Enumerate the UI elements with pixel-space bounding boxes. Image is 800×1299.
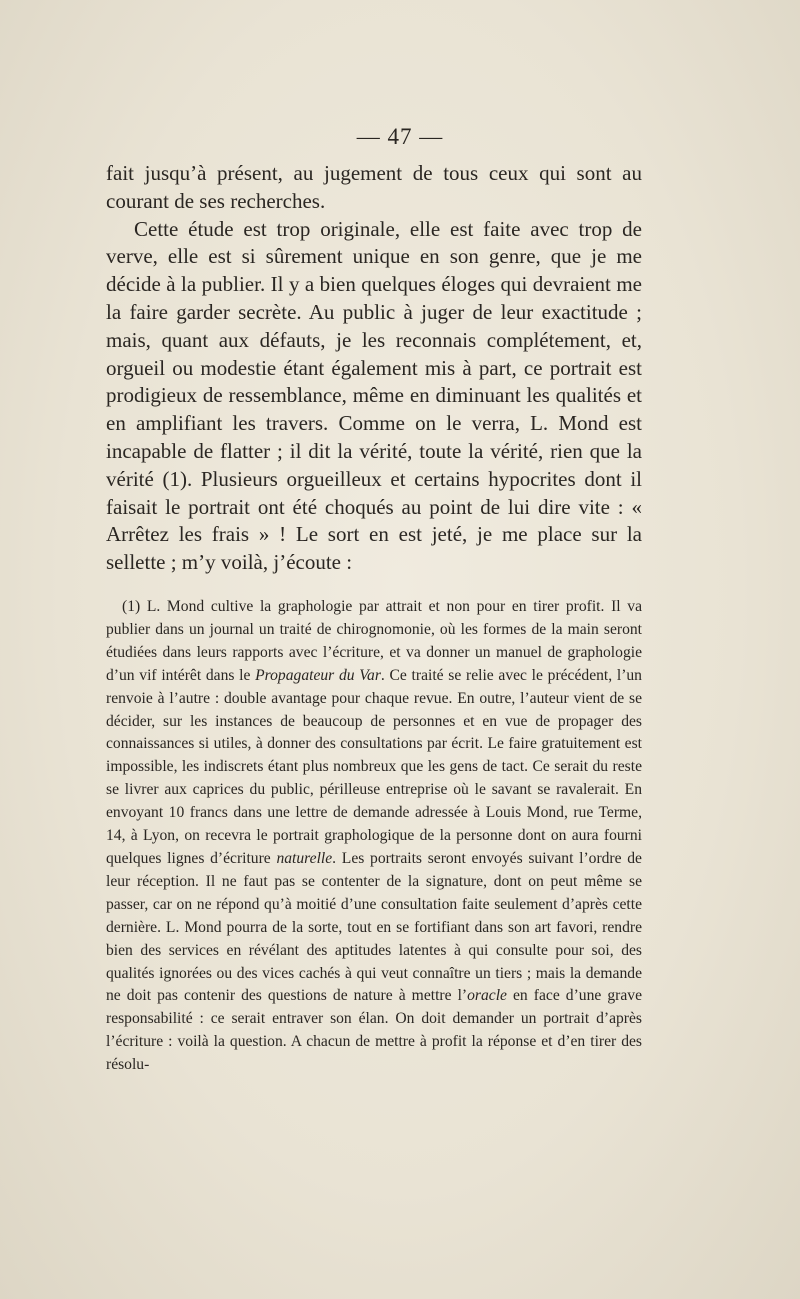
footnote-italic-naturelle: naturelle bbox=[276, 849, 333, 867]
footnote-text-2: . Ce traité se relie avec le précédent, l’un renvoie à l’autre : double avantage pour chaque revue. En outre, l’auteur vient de se décider, sur les instances de beaucoup de personnes et en vue de propager des connaissances si utiles, à donner des consultations par écrit. Le faire gratuitement est impossible, les indiscrets étant plus nombreux que les gens de tact. Ce serait du reste se livrer aux caprices du public, périlleuse entreprise où le savant se ravalerait. En envoyant 10 francs dans une lettre de demande adressée à Louis Mond, rue Terme, 14, à Lyon, on recevra le portrait graphologique de la personne dont on aura fourni quelques lignes d’écriture bbox=[106, 666, 642, 867]
footnote-italic-oracle: oracle bbox=[467, 987, 507, 1005]
footnote-text-4: en face d’une grave responsabilité : ce serait entraver son élan. On doit demander un portrait d’après l’écriture : voilà la question. A chacun de mettre à profit la réponse et d’en tirer des résolu- bbox=[106, 987, 642, 1074]
paragraph-continuation: fait jusqu’à présent, au jugement de tous ceux qui sont au courant de ses recherches. bbox=[106, 161, 642, 213]
footnote-italic-propagateur: Propagateur du Var bbox=[255, 666, 381, 684]
main-text bbox=[106, 160, 642, 577]
footnote bbox=[106, 596, 642, 1077]
footnote-text-1: (1) L. Mond cultive la graphologie par attrait et non pour en tirer profit. Il va publier dans un journal un traité de chirognomonie, où les formes de la main seront étudiées dans leurs rapports avec l’écriture, et va donner un manuel de graphologie d’un vif intérêt dans le bbox=[106, 598, 642, 684]
page-number: — 47 — bbox=[356, 124, 444, 149]
footnote-text-3: . Les portraits seront envoyés suivant l’ordre de leur réception. Il ne faut pas se contenter de la signature, dont on peut même se passer, car on ne répond qu’à moitié d’une consultation faite seulement d’après cette dernière. L. Mond pourra de la sorte, tout en se fortifiant dans son art favori, rendre bien des services en révélant des aptitudes latentes à qui consulte pour soi, des qualités ignorées ou des vices cachés à qui veut connaître un tiers ; mais la demande ne doit pas contenir des questions de nature à mettre l’ bbox=[106, 849, 642, 1005]
paragraph-portrait: Cette étude est trop originale, elle est faite avec trop de verve, elle est si sûrement unique en son genre, que je me décide à la publier. Il y a bien quelques éloges qui devraient me la faire garder secrète. Au public à juger de leur exactitude ; mais, quant aux défauts, je les reconnais complétement, et, orgueil ou modestie étant également mis à part, ce portrait est prodigieux de ressemblance, même en diminuant les qualités et en amplifiant les travers. Comme on le verra, L. Mond est incapable de flatter ; il dit la vérité, toute la vérité, rien que la vérité (1). Plusieurs orgueilleux et certains hypocrites dont il faisait le portrait ont été choqués au point de lui dire vite : « Arrêtez les frais » ! Le sort en est jeté, je me place sur la sellette ; m’y voilà, j’écoute : bbox=[106, 216, 642, 575]
